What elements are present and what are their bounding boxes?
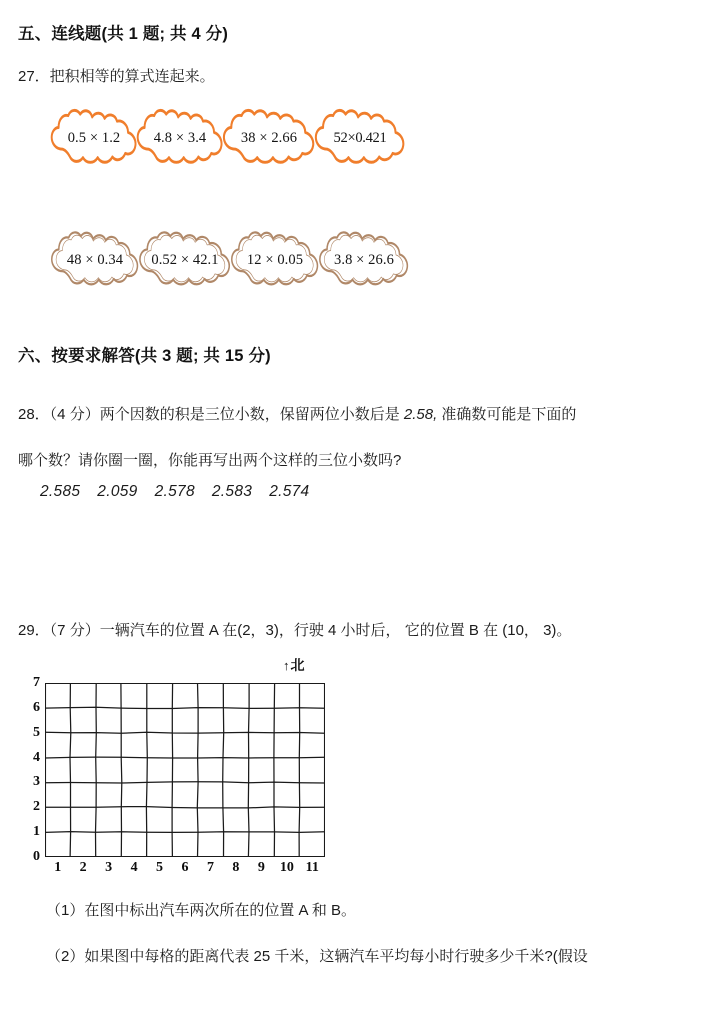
expression-cloud[interactable] (312, 110, 408, 166)
question-28-line-1 (18, 392, 714, 438)
y-axis-tick-label: 1 (33, 824, 40, 840)
x-axis-tick-label: 5 (156, 860, 164, 875)
expression-cloud[interactable] (220, 110, 318, 166)
x-axis-tick-label: 4 (130, 860, 138, 875)
y-axis-tick-label: 3 (33, 774, 40, 790)
question-28-options (40, 483, 309, 501)
x-axis-tick-label: 3 (105, 860, 113, 875)
y-axis-tick-label: 5 (33, 724, 40, 740)
x-axis-tick-label: 10 (279, 860, 294, 875)
north-label: 北 (290, 657, 305, 673)
cloud-expression-label: 48 × 0.34 (66, 251, 124, 268)
north-direction-indicator (283, 655, 305, 675)
x-axis-tick-label: 9 (257, 860, 265, 875)
question-28-line-2: 哪个数？请你圈一圈，你能再写出两个这样的三位小数吗? (18, 452, 402, 469)
question-28-text (18, 392, 714, 484)
cloud-expression-label: 38 × 2.66 (240, 129, 298, 146)
question-28-option[interactable]: 2.059 (97, 483, 138, 500)
question-29-sub-2: （2）如果图中每格的距离代表 25 千米，这辆汽车平均每小时行驶多少千米?(假设 (46, 948, 588, 965)
cloud-expression-label: 52×0.421 (333, 129, 387, 146)
expression-cloud[interactable] (316, 232, 412, 288)
question-28-option[interactable]: 2.583 (211, 483, 253, 500)
coordinate-grid-figure (0, 655, 400, 875)
y-axis-tick-label: 4 (33, 749, 40, 765)
x-axis-tick-label: 11 (305, 860, 319, 875)
question-28-option[interactable]: 2.578 (154, 483, 195, 500)
cloud-row-top (0, 110, 724, 170)
expression-cloud[interactable] (136, 232, 234, 288)
x-axis-tick-label: 8 (232, 860, 240, 875)
question-28-option[interactable]: 2.585 (40, 483, 81, 500)
north-arrow-icon: ↑ (283, 658, 290, 673)
question-27-text: 27．把积相等的算式连起来。 (18, 68, 215, 85)
section-six-heading: 六、按要求解答(共 3 题; 共 15 分) (18, 347, 271, 365)
y-axis-tick-label: 7 (33, 675, 40, 690)
cloud-expression-label: 3.8 × 26.6 (334, 251, 394, 268)
expression-cloud[interactable] (134, 110, 226, 166)
question-29-sub-1: （1）在图中标出汽车两次所在的位置 A 和 B。 (46, 902, 357, 919)
expression-cloud[interactable] (48, 232, 142, 288)
question-28-rounded-value: 2.58, (403, 406, 438, 423)
cloud-expression-label: 0.52 × 42.1 (151, 251, 219, 268)
grid-svg (45, 683, 325, 857)
y-axis-tick-label: 6 (33, 699, 40, 715)
cloud-expression-label: 0.5 × 1.2 (67, 129, 121, 146)
cloud-expression-label: 4.8 × 3.4 (153, 129, 207, 146)
cloud-expression-label: 12 × 0.05 (246, 251, 304, 268)
y-axis-tick-label: 2 (33, 799, 40, 815)
x-axis-tick-label: 6 (181, 860, 189, 875)
expression-cloud[interactable] (228, 232, 322, 288)
cloud-row-bottom (0, 232, 724, 292)
question-28-line-1-part-a: 28．（4 分）两个因数的积是三位小数，保留两位小数后是 (18, 406, 404, 423)
section-five-heading: 五、连线题(共 1 题; 共 4 分) (18, 25, 229, 43)
x-axis-tick-label: 1 (54, 860, 62, 875)
question-29-text: 29．（7 分）一辆汽车的位置 A 在(2，3)，行驶 4 小时后， 它的位置 B 在 (10， 3)。 (18, 622, 572, 639)
grid-plot-area (45, 683, 325, 857)
expression-cloud[interactable] (48, 110, 140, 166)
question-28-option[interactable]: 2.574 (269, 483, 310, 500)
question-28-line-1-part-b: 准确数可能是下面的 (437, 406, 577, 423)
y-axis-tick-label: 0 (33, 849, 40, 864)
x-axis-tick-label: 7 (206, 860, 214, 875)
x-axis-tick-label: 2 (79, 860, 87, 875)
